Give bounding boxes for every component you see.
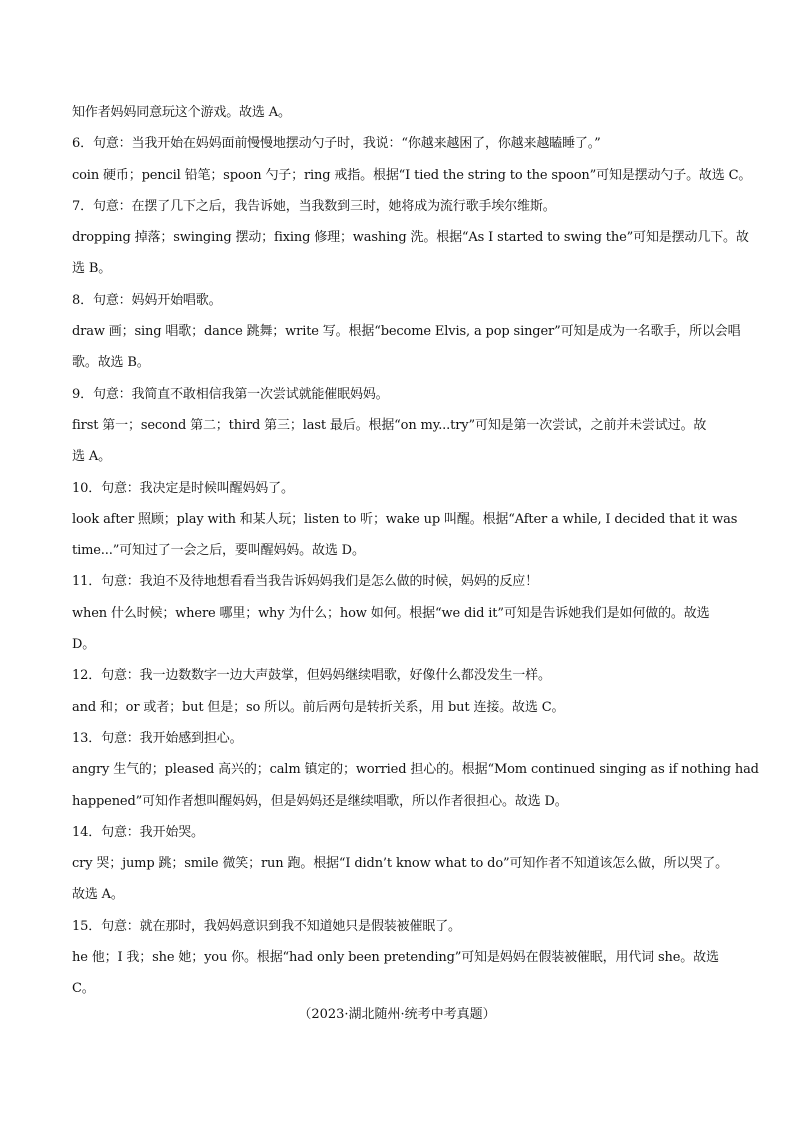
text-line: 6．句意：当我开始在妈妈面前慢慢地摆动勺子时，我说：“你越来越困了，你越来越瞌睡了。” — [72, 136, 601, 152]
text-line: he 他；I 我；she 她；you 你。根据“had only been pretending”可知是妈妈在假装被催眠，用代词 she。故选 — [72, 950, 719, 966]
text-line: angry 生气的；pleased 高兴的；calm 镇定的；worried 担心的。根据“Mom continued singing as if nothing had — [72, 762, 759, 778]
text-line: 14．句意：我开始哭。 — [72, 824, 204, 840]
text-line: happened”可知作者想叫醒妈妈，但是妈妈还是继续唱歌，所以作者很担心。故选 D。 — [72, 793, 568, 809]
text-line: first 第一；second 第二；third 第三；last 最后。根据“on my...try”可知是第一次尝试，之前并未尝试过。故 — [72, 417, 707, 433]
text-line: 13．句意：我开始感到担心。 — [72, 730, 243, 746]
text-line: draw 画；sing 唱歌；dance 跳舞；write 写。根据“become Elvis, a pop singer”可知是成为一名歌手，所以会唱 — [72, 324, 741, 340]
text-line: 11．句意：我迫不及待地想看看当我告诉妈妈我们是怎么做的时候，妈妈的反应！ — [72, 574, 538, 590]
text-line: 12．句意：我一边数数字一边大声鼓掌，但妈妈继续唱歌，好像什么都没发生一样。 — [72, 668, 551, 684]
text-line: and 和；or 或者；but 但是；so 所以。前后两句是转折关系，用 but 连接。故选 C。 — [72, 699, 565, 715]
text-line: time...”可知过了一会之后，要叫醒妈妈。故选 D。 — [72, 543, 365, 559]
text-line: coin 硬币；pencil 铅笔；spoon 勺子；ring 戒指。根据“I tied the string to the spoon”可知是摆动勺子。故选 C。 — [72, 167, 752, 183]
exam-source-caption: （2023·湖北随州·统考中考真题） — [298, 1007, 496, 1022]
text-line: 故选 A。 — [72, 887, 124, 903]
text-line: 9．句意：我简直不敢相信我第一次尝试就能催眠妈妈。 — [72, 386, 389, 402]
text-line: 选 B。 — [72, 261, 112, 277]
text-line: 15．句意：就在那时，我妈妈意识到我不知道她只是假装被催眠了。 — [72, 918, 461, 934]
text-line: C。 — [72, 981, 95, 997]
text-line: dropping 掉落；swinging 摆动；fixing 修理；washing 洗。根据“As I started to swing the”可知是摆动几下。故 — [72, 230, 749, 246]
text-line: 歌。故选 B。 — [72, 355, 150, 371]
text-line: cry 哭；jump 跳；smile 微笑；run 跑。根据“I didn’t know what to do”可知作者不知道该怎么做，所以哭了。 — [72, 856, 728, 872]
text-line: D。 — [72, 637, 96, 653]
text-line: 知作者妈妈同意玩这个游戏。故选 A。 — [72, 105, 291, 120]
text-line: when 什么时候；where 哪里；why 为什么；how 如何。根据“we did it”可知是告诉她我们是如何做的。故选 — [72, 605, 710, 621]
text-line: 8．句意：妈妈开始唱歌。 — [72, 292, 222, 308]
answer-explanations — [72, 97, 759, 1005]
text-line: 7．句意：在摆了几下之后，我告诉她，当我数到三时，她将成为流行歌手埃尔维斯。 — [72, 198, 556, 214]
text-line: 选 A。 — [72, 449, 111, 465]
text-line: 10．句意：我决定是时候叫醒妈妈了。 — [72, 480, 294, 496]
text-line: look after 照顾；play with 和某人玩；listen to 听；wake up 叫醒。根据“After a while, I decided that it was — [72, 511, 738, 527]
